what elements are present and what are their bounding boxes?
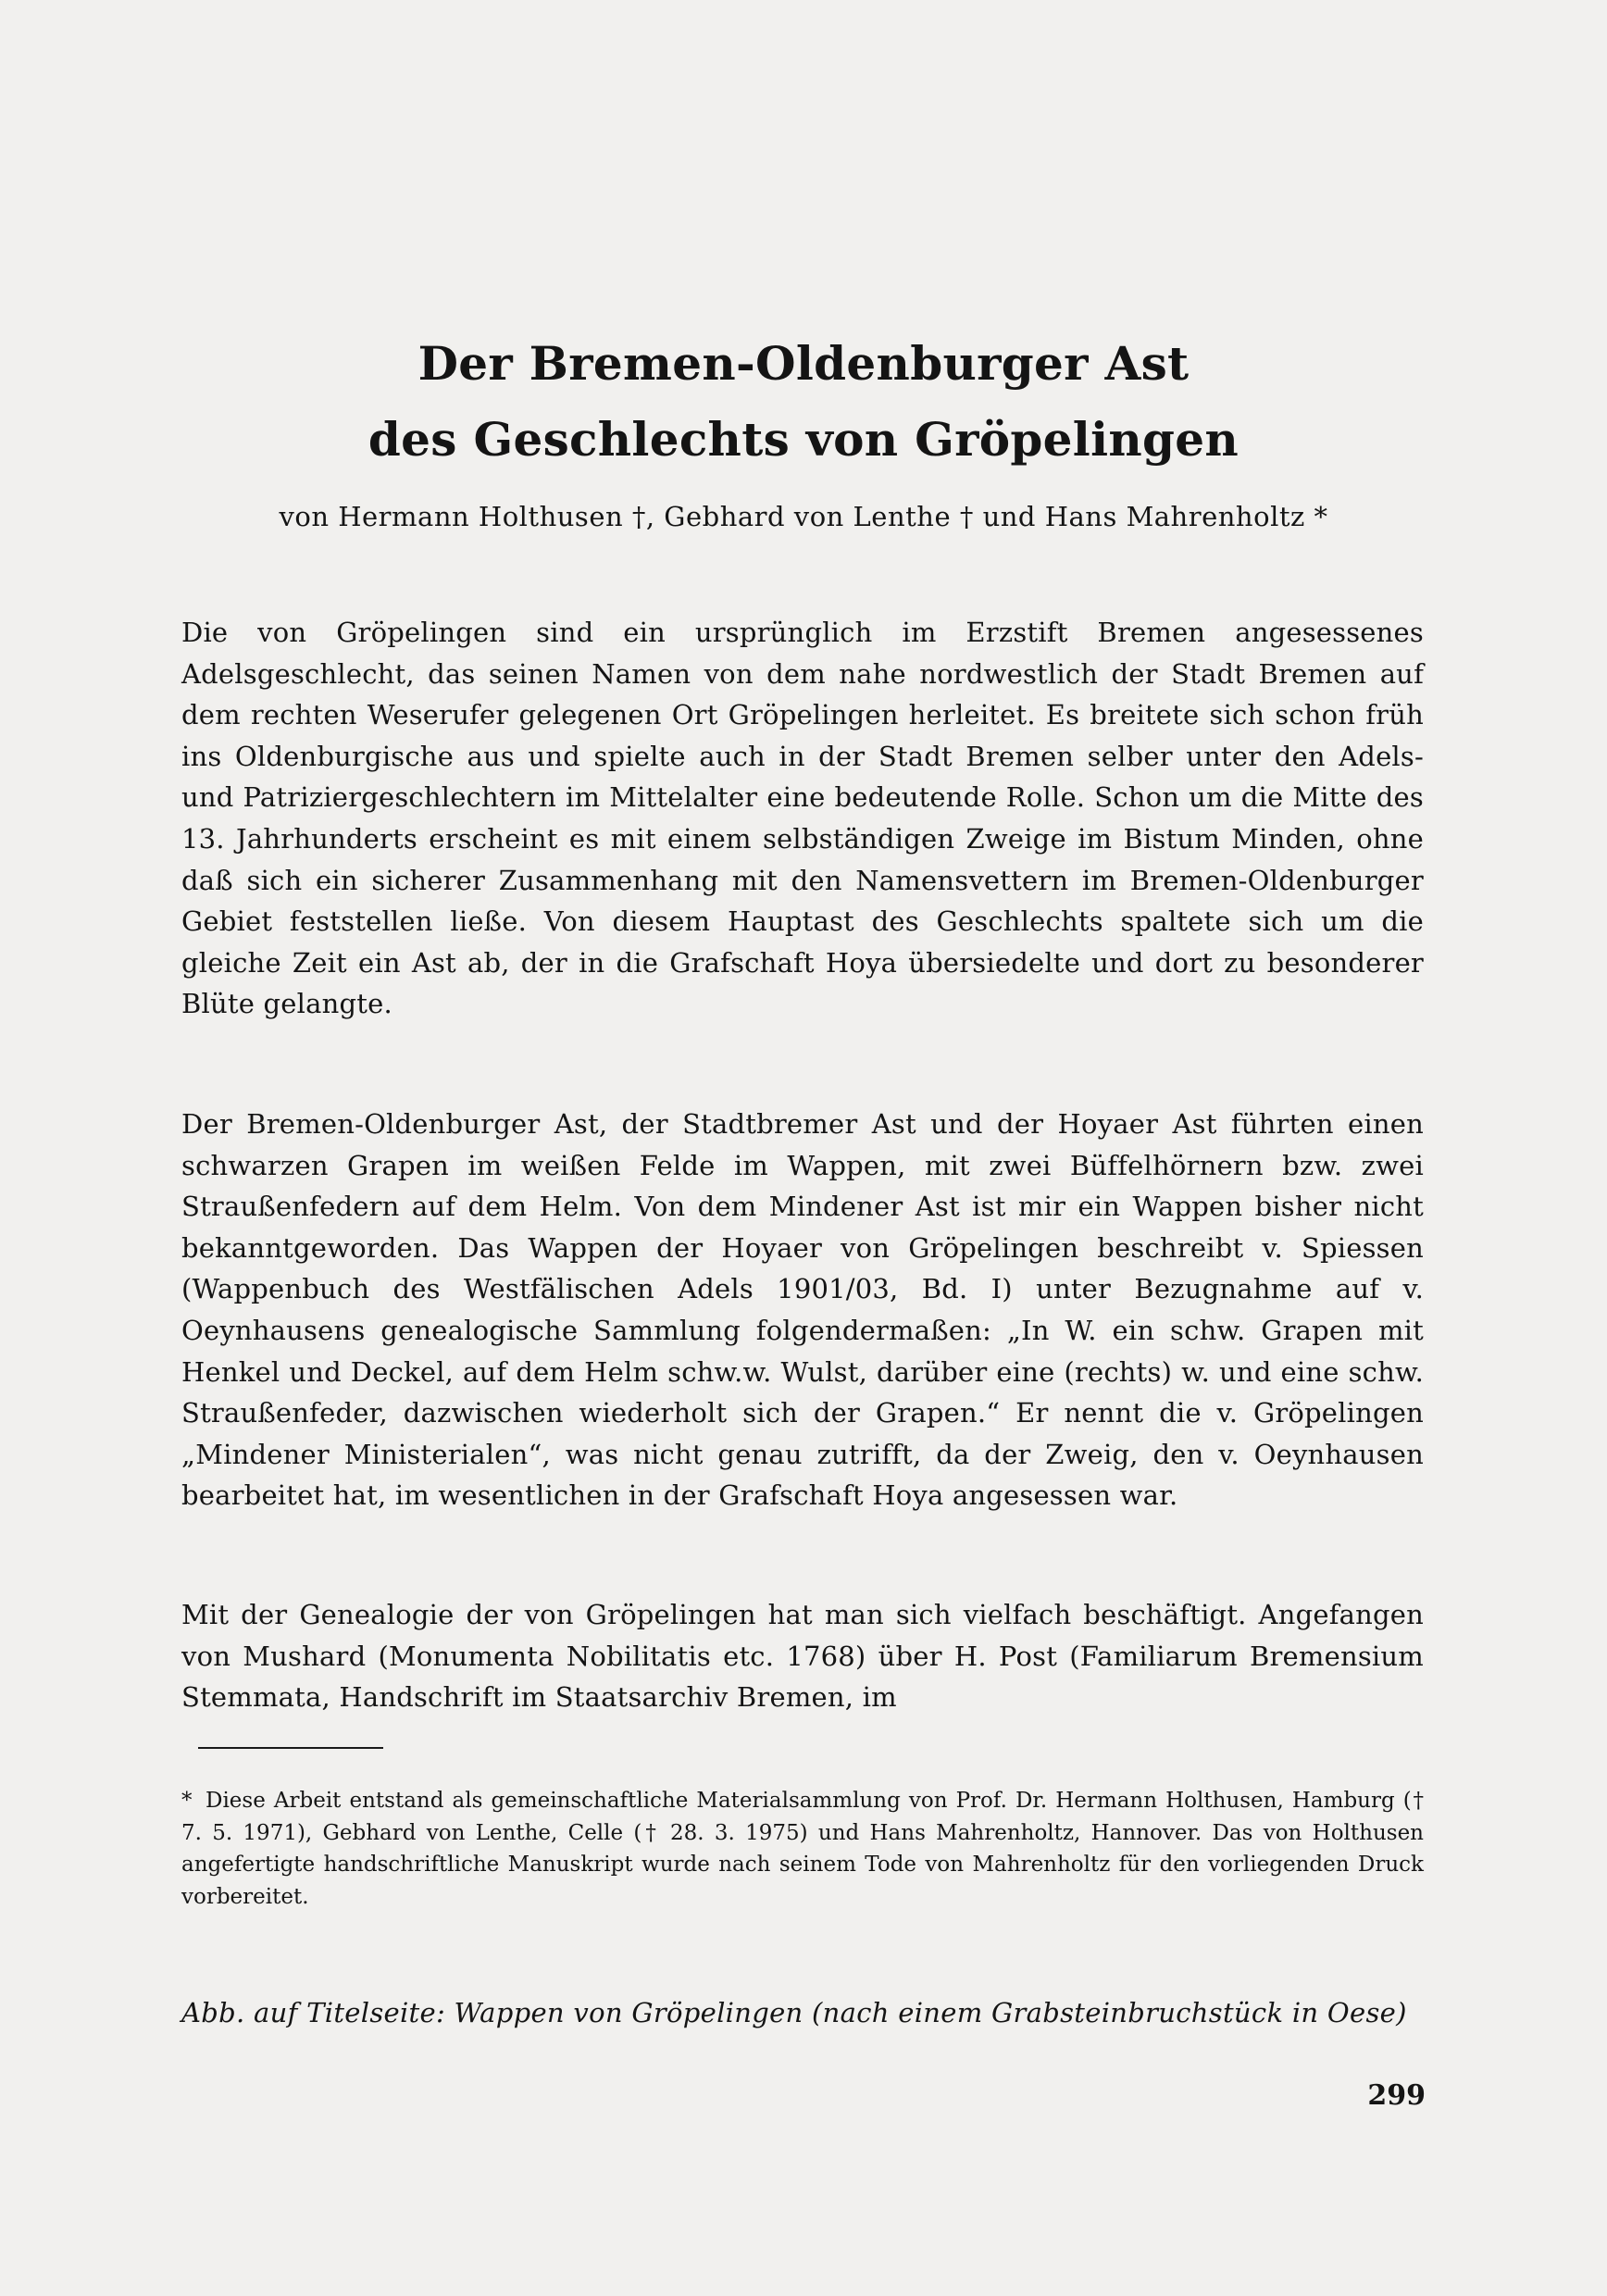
- footnote-separator: [198, 1747, 383, 1749]
- article-title: [0, 326, 1607, 478]
- footnote-text: Diese Arbeit entstand als gemeinschaftliche Materialsammlung von Prof. Dr. Hermann Holthusen, Hamburg († 7. 5. 1971), Gebhard von Lenthe, Celle († 28. 3. 1975) und Hans Mahrenholtz, Hannover. Das von Holthusen angefertigte handschriftliche Manuskript wurde nach seinem Tode von Mahrenholtz für den vorliegenden Druck vorbereitet.: [181, 1789, 1424, 1909]
- title-line-2: des Geschlechts von Gröpelingen: [367, 412, 1240, 467]
- title-line-1: Der Bremen-Oldenburger Ast: [417, 336, 1190, 391]
- author-line: von Hermann Holthusen †, Gebhard von Lenthe † und Hans Mahrenholtz *: [279, 501, 1328, 532]
- footnote: [181, 1785, 1424, 1913]
- body-paragraph-2: Der Bremen-Oldenburger Ast, der Stadtbremer Ast und der Hoyaer Ast führten einen schwarzen Grapen im weißen Felde im Wappen, mit zwei Büffelhörnern bzw. zwei Straußenfedern auf dem Helm. Von dem Mindener Ast ist mir ein Wappen bisher nicht bekanntgeworden. Das Wappen der Hoyaer von Gröpelingen beschreibt v. Spiessen (Wappenbuch des Westfälischen Adels 1901/03, Bd. I) unter Bezugnahme auf v. Oeynhausens genealogische Sammlung folgendermaßen: „In W. ein schw. Grapen mit Henkel und Deckel, auf dem Helm schw.w. Wulst, darüber eine (rechts) w. und eine schw. Straußenfeder, dazwischen wiederholt sich der Grapen.“ Er nennt die v. Gröpelingen „Mindener Ministerialen“, was nicht genau zutrifft, da der Zweig, den v. Oeynhausen bearbeitet hat, im wesentlichen in der Grafschaft Hoya angesessen war.: [181, 1108, 1424, 1512]
- page-number: 299: [1367, 2079, 1426, 2112]
- footnote-marker: *: [181, 1789, 193, 1813]
- figure-caption: Abb. auf Titelseite: Wappen von Gröpelingen (nach einem Grabsteinbruchstück in Oese): [181, 1997, 1407, 2028]
- body-paragraph-1: Die von Gröpelingen sind ein ursprünglich im Erzstift Bremen angesessenes Adelsgeschlecht, das seinen Namen von dem nahe nordwestlich der Stadt Bremen auf dem rechten Weserufer gelegenen Ort Gröpelingen herleitet. Es breitete sich schon früh ins Oldenburgische aus und spielte auch in der Stadt Bremen selber unter den Adels- und Patriziergeschlechtern im Mittelalter eine bedeutende Rolle. Schon um die Mitte des 13. Jahrhunderts erscheint es mit einem selbständigen Zweige im Bistum Minden, ohne daß sich ein sicherer Zusammenhang mit den Namensvettern im Bremen-Oldenburger Gebiet feststellen ließe. Von diesem Hauptast des Geschlechts spaltete sich um die gleiche Zeit ein Ast ab, der in die Grafschaft Hoya übersiedelte und dort zu besonderer Blüte gelangte.: [181, 617, 1424, 1020]
- body-paragraph-3: Mit der Genealogie der von Gröpelingen hat man sich vielfach beschäftigt. Angefangen von Mushard (Monumenta Nobilitatis etc. 1768) über H. Post (Familiarum Bremensium Stemmata, Handschrift im Staatsarchiv Bremen, im: [181, 1599, 1424, 1714]
